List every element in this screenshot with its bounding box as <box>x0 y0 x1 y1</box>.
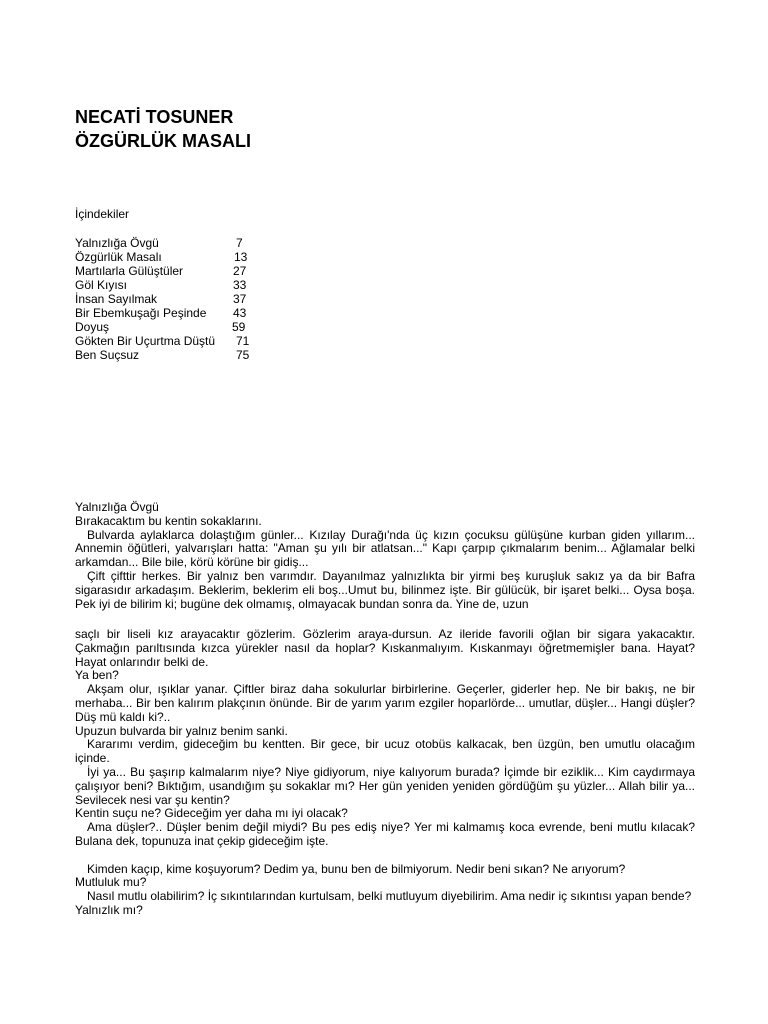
story-paragraph: Ama düşler?.. Düşler benim değil miydi? Bu pes ediş niye? Yer mi kalmamış koca evrende, beni mutlu kılacak? Bulana dek, topunuza inat çekip gideceğim işte. <box>75 820 695 848</box>
story-paragraph: Akşam olur, ışıklar yanar. Çiftler biraz daha sokulurlar birbirlerine. Geçerler, giderler hep. Ne bir bakış, ne bir merhaba... Bir ben kalırım plakçının önünde. Bir de yarım yarım ezgiler hoparlörde... umutlar, düşler... Hangi düşler? Düş mü kaldı ki?.. <box>75 682 695 724</box>
toc-entry-title: Gökten Bir Uçurtma Düştü <box>75 334 216 348</box>
paragraph-gap <box>75 849 695 863</box>
toc-entry <box>75 292 247 306</box>
story-paragraph: Ya ben? <box>75 668 119 683</box>
story-paragraph: Kentin suçu ne? Gideceğim yer daha mı iyi olacak? <box>75 806 348 821</box>
book-header <box>75 105 251 153</box>
story-paragraph: Çift çifttir herkes. Bir yalnız ben varımdır. Dayanılmaz yalnızlıkta bir yirmi beş kuruşluk sakız ya da bir Bafra sigarasıdır arkadaşım. Beklerim, beklerim eli boş...Umut bu, bilinmez işte. Bir gülücük, bir işaret belki... Oysa boşa. Pek iyi de bilirim ki; bugüne dek olmamış, olmayacak bundan sonra da. Yine de, uzun <box>75 568 695 611</box>
story-paragraph: saçlı bir liseli kız arayacaktır gözlerim. Gözlerim araya-dursun. Az ileride favorili oğlan bir sigara yakacaktır. Çakmağın parıltısında kızca yürekler nasıl da hoplar? Kıskanmalıyım. Kıskanmayı öğretmemişler bana. Hayat? Hayat onlarındır belki de. <box>75 627 695 669</box>
toc-heading: İçindekiler <box>75 207 130 221</box>
toc-entry-page: 59 <box>232 320 246 334</box>
story-paragraph: İyi ya... Bu şaşırıp kalmalarım niye? Niye gidiyorum, niye kalıyorum burada? İçimde bir eziklik... Kim caydırmaya çalışıyor beni? Bıktığım, usandığım şu sokaklar mı? Her gün yeniden yeniden gördüğüm şu yüzler... Allah bilir ya... Sevilecek nesi var şu kentin? <box>75 764 695 807</box>
toc-entry-title: İnsan Sayılmak <box>75 292 158 306</box>
toc-entry-title: Bir Ebemkuşağı Peşinde <box>75 306 207 320</box>
toc-entry <box>75 320 246 334</box>
story-paragraph: Kimden kaçıp, kime koşuyorum? Dedim ya, bunu ben de bilmiyorum. Nedir beni sıkan? Ne arıyorum? <box>87 861 626 876</box>
toc-entry-title: Ben Suçsuz <box>75 348 140 362</box>
toc-entry-page: 43 <box>233 306 247 320</box>
story-paragraph: Yalnızlık mı? <box>75 902 143 917</box>
story-paragraph: Kararımı verdim, gideceğim bu kentten. Bir gece, bir ucuz otobüs kalkacak, ben üzgün, ben umutlu olacağım içinde. <box>75 737 695 766</box>
toc-entry-title: Özgürlük Masalı <box>75 250 162 264</box>
story-paragraph: Mutluluk mu? <box>75 875 147 890</box>
toc-entry-page: 33 <box>233 278 247 292</box>
toc-entry-page: 13 <box>234 250 248 264</box>
story-title: Yalnızlığa Övgü <box>75 500 159 514</box>
toc-entry <box>75 306 247 320</box>
toc-entry-page: 7 <box>236 236 243 250</box>
story-paragraph: Nasıl mutlu olabilirim? İç sıkıntılarından kurtulsam, belki mutluyum diyebilirim. Ama nedir iç sıkıntısı yapan bende? <box>87 889 692 904</box>
toc-entry <box>75 250 248 264</box>
toc-entry <box>75 334 250 348</box>
toc-entry-page: 27 <box>233 264 247 278</box>
table-of-contents <box>75 236 250 362</box>
toc-entry <box>75 278 247 292</box>
toc-entry-page: 71 <box>236 334 250 348</box>
toc-entry <box>75 348 250 362</box>
story-paragraph: Bırakacaktım bu kentin sokaklarını. <box>75 513 262 528</box>
toc-entry-title: Göl Kıyısı <box>75 278 128 292</box>
toc-entry-title: Martılarla Gülüştüler <box>75 264 184 278</box>
toc-entry <box>75 264 247 278</box>
book-title: ÖZGÜRLÜK MASALI <box>75 131 251 151</box>
toc-entry-title: Yalnızlığa Övgü <box>75 236 159 250</box>
story-body-part-2 <box>75 628 695 918</box>
toc-entry-page: 75 <box>236 348 250 362</box>
toc-entry-page: 37 <box>233 292 247 306</box>
toc-entry <box>75 236 243 250</box>
author-name: NECATİ TOSUNER <box>75 107 234 127</box>
story-paragraph: Upuzun bulvarda bir yalnız benim sanki. <box>75 723 288 738</box>
story-body-part-1 <box>75 501 695 611</box>
story-paragraph: Bulvarda aylaklarca dolaştığım günler... Kızılay Durağı'nda üç kızın çocuksu gülüşüne kurban giden yıllarım... Annemin öğütleri, yalvarışları hatta: "Aman şu yılı bir atlatsan..." Kapı çarpıp çıkmalarım benim... Ağlamalar belki arkamdan... Bile bile, körü körüne bir gidiş... <box>75 527 695 570</box>
toc-entry-title: Doyuş <box>75 320 110 334</box>
